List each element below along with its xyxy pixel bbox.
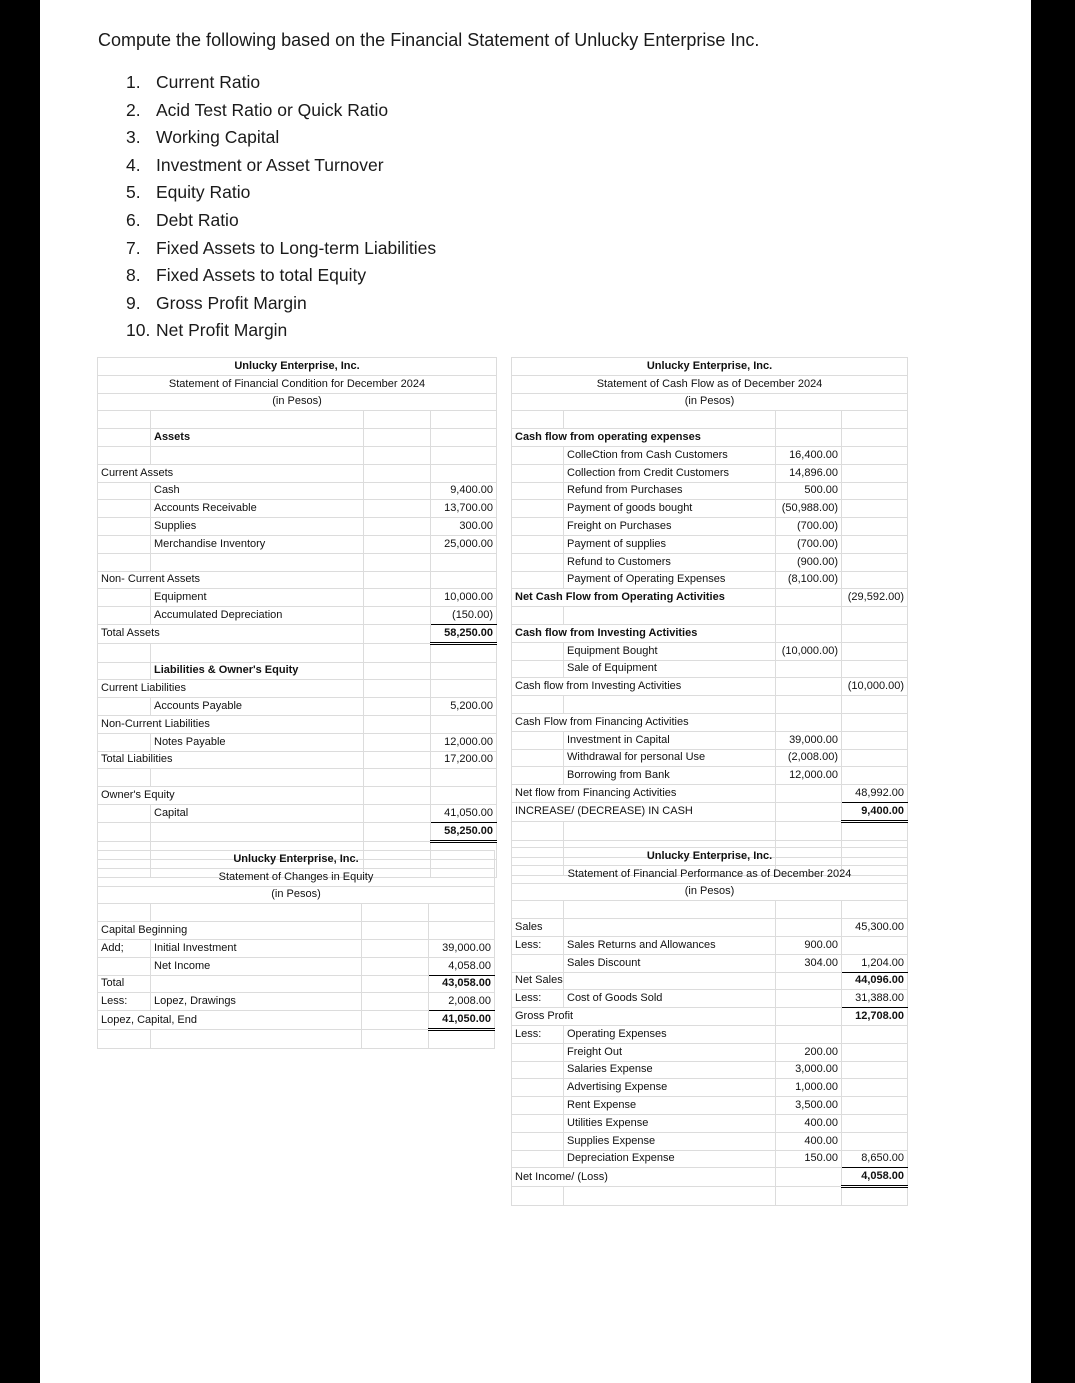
deductions-amount: 1,204.00 (842, 954, 908, 972)
eq-unit: (in Pesos) (98, 886, 495, 904)
is-net-income-amount: 4,058.00 (842, 1168, 908, 1187)
financing-heading: Cash Flow from Financing Activities (512, 713, 776, 731)
cf-unit: (in Pesos) (512, 393, 908, 411)
returns-label: Sales Returns and Allowances (564, 936, 776, 954)
expense-label: Utilities Expense (564, 1114, 776, 1132)
returns-amount: 900.00 (776, 936, 842, 954)
op-item-label: Payment of goods bought (564, 500, 776, 518)
liabilities-heading: Liabilities & Owner's Equity (151, 662, 364, 680)
gross-profit-amount: 12,708.00 (842, 1008, 908, 1026)
op-item-label: ColleCtion from Cash Customers (564, 446, 776, 464)
equity-statement (97, 850, 494, 1049)
noncurrent-liab-label: Non-Current Liabilities (98, 715, 364, 733)
capital-end-amount: 41,050.00 (429, 1011, 495, 1030)
question-item: 5. Equity Ratio (126, 182, 251, 203)
eq-title: Statement of Changes in Equity (98, 868, 495, 886)
eq-less-label: Less: (98, 993, 151, 1011)
current-liab-label: Current Liabilities (98, 680, 364, 698)
question-item: 2. Acid Test Ratio or Quick Ratio (126, 99, 389, 120)
investing-heading: Cash flow from Investing Activities (512, 624, 776, 642)
capital-amount: 41,050.00 (431, 804, 497, 822)
expense-amount: 400.00 (776, 1114, 842, 1132)
net-investing-label: Cash flow from Investing Activities (512, 678, 776, 696)
bs-title: Statement of Financial Condition for December 2024 (98, 375, 497, 393)
op-item-label: Freight on Purchases (564, 518, 776, 536)
cash-amount: 9,400.00 (431, 482, 497, 500)
op-item-label: Payment of supplies (564, 535, 776, 553)
bs-unit: (in Pesos) (98, 393, 497, 411)
expense-label: Depreciation Expense (564, 1150, 776, 1168)
expense-label: Salaries Expense (564, 1061, 776, 1079)
gross-profit-label: Gross Profit (512, 1008, 776, 1026)
cash-label: Cash (151, 482, 364, 500)
ar-amount: 13,700.00 (431, 500, 497, 518)
op-item-amount: (700.00) (776, 535, 842, 553)
question-list (126, 69, 436, 345)
operating-heading: Cash flow from operating expenses (512, 429, 776, 447)
cogs-label: Cost of Goods Sold (564, 990, 776, 1008)
worksheet-page (40, 0, 1031, 1383)
net-operating-amount: (29,592.00) (842, 589, 908, 607)
op-item-label: Collection from Credit Customers (564, 464, 776, 482)
drawings-amount: 2,008.00 (429, 993, 495, 1011)
question-item: 8. Fixed Assets to total Equity (126, 265, 367, 286)
increase-amount: 9,400.00 (842, 802, 908, 821)
fin-item-amount: 12,000.00 (776, 767, 842, 785)
fin-item-label: Borrowing from Bank (564, 767, 776, 785)
total-opex-amount: 8,650.00 (842, 1150, 908, 1168)
accum-dep-label: Accumulated Depreciation (151, 607, 364, 625)
total-liab-amount: 17,200.00 (431, 751, 497, 769)
question-item: 6. Debt Ratio (126, 209, 239, 230)
op-item-label: Payment of Operating Expenses (564, 571, 776, 589)
drawings-label: Lopez, Drawings (151, 993, 362, 1011)
op-item-label: Refund from Purchases (564, 482, 776, 500)
fin-item-label: Withdrawal for personal Use (564, 749, 776, 767)
equipment-label: Equipment (151, 589, 364, 607)
eq-total-amount: 43,058.00 (429, 975, 495, 993)
eq-total-label: Total (98, 975, 151, 993)
net-operating-label: Net Cash Flow from Operating Activities (512, 589, 776, 607)
is-title: Statement of Financial Performance as of December 2024 (512, 865, 908, 883)
cf-company: Unlucky Enterprise, Inc. (512, 358, 908, 376)
cogs-amount: 31,388.00 (842, 990, 908, 1008)
fin-item-label: Investment in Capital (564, 731, 776, 749)
capital-beginning-label: Capital Beginning (98, 922, 362, 940)
fin-item-amount: 39,000.00 (776, 731, 842, 749)
equipment-amount: 10,000.00 (431, 589, 497, 607)
eq-net-income-label: Net Income (151, 957, 362, 975)
expense-amount: 200.00 (776, 1043, 842, 1061)
balance-sheet (97, 357, 496, 878)
bs-company: Unlucky Enterprise, Inc. (98, 358, 497, 376)
expense-amount: 150.00 (776, 1150, 842, 1168)
op-item-amount: 14,896.00 (776, 464, 842, 482)
is-less-label: Less: (512, 936, 564, 954)
fin-item-amount: (2,008.00) (776, 749, 842, 767)
op-item-amount: 16,400.00 (776, 446, 842, 464)
supplies-amount: 300.00 (431, 518, 497, 536)
total-liab-label: Total Liabilities (98, 751, 364, 769)
np-label: Notes Payable (151, 733, 364, 751)
add-label: Add; (98, 939, 151, 957)
op-item-amount: (8,100.00) (776, 571, 842, 589)
question-item: 1. Current Ratio (126, 72, 261, 92)
op-item-amount: (700.00) (776, 518, 842, 536)
discount-amount: 304.00 (776, 954, 842, 972)
question-item: 10. Net Profit Margin (126, 320, 288, 341)
capital-end-label: Lopez, Capital, End (98, 1011, 362, 1030)
inventory-amount: 25,000.00 (431, 535, 497, 553)
question-item: 4. Investment or Asset Turnover (126, 154, 384, 175)
is-less-label: Less: (512, 990, 564, 1008)
expense-label: Rent Expense (564, 1097, 776, 1115)
expense-label: Advertising Expense (564, 1079, 776, 1097)
eq-net-income-amount: 4,058.00 (429, 957, 495, 975)
eq-company: Unlucky Enterprise, Inc. (98, 851, 495, 869)
net-sales-label: Net Sales (512, 972, 564, 990)
expense-label: Freight Out (564, 1043, 776, 1061)
op-item-amount: 500.00 (776, 482, 842, 500)
expense-amount: 1,000.00 (776, 1079, 842, 1097)
sales-label: Sales (512, 919, 564, 937)
total-assets-amount: 58,250.00 (431, 624, 497, 643)
sales-amount: 45,300.00 (842, 919, 908, 937)
initial-investment-amount: 39,000.00 (429, 939, 495, 957)
expense-amount: 3,000.00 (776, 1061, 842, 1079)
net-sales-amount: 44,096.00 (842, 972, 908, 990)
expense-label: Supplies Expense (564, 1132, 776, 1150)
op-item-amount: (900.00) (776, 553, 842, 571)
is-unit: (in Pesos) (512, 883, 908, 901)
assets-heading: Assets (151, 429, 364, 447)
increase-label: INCREASE/ (DECREASE) IN CASH (512, 802, 776, 821)
opex-label: Operating Expenses (564, 1025, 776, 1043)
accum-dep-amount: (150.00) (431, 607, 497, 625)
is-company: Unlucky Enterprise, Inc. (512, 848, 908, 866)
current-assets-label: Current Assets (98, 464, 364, 482)
net-financing-amount: 48,992.00 (842, 785, 908, 803)
noncurrent-assets-label: Non- Current Assets (98, 571, 364, 589)
ar-label: Accounts Receivable (151, 500, 364, 518)
equipment-bought-amount: (10,000.00) (776, 642, 842, 660)
cash-flow-statement (511, 357, 907, 876)
cf-title: Statement of Cash Flow as of December 2024 (512, 375, 908, 393)
discount-label: Sales Discount (564, 954, 776, 972)
expense-amount: 3,500.00 (776, 1097, 842, 1115)
instructions-intro: Compute the following based on the Financial Statement of Unlucky Enterprise Inc. (98, 30, 760, 50)
owners-equity-label: Owner's Equity (98, 787, 364, 805)
capital-label: Capital (151, 804, 364, 822)
total-assets-label: Total Assets (98, 624, 364, 643)
income-statement (511, 847, 907, 1206)
supplies-label: Supplies (151, 518, 364, 536)
question-item: 3. Working Capital (126, 127, 280, 148)
inventory-label: Merchandise Inventory (151, 535, 364, 553)
equipment-bought-label: Equipment Bought (564, 642, 776, 660)
initial-investment-label: Initial Investment (151, 939, 362, 957)
op-item-label: Refund to Customers (564, 553, 776, 571)
question-item: 9. Gross Profit Margin (126, 292, 307, 313)
ap-label: Accounts Payable (151, 698, 364, 716)
op-item-amount: (50,988.00) (776, 500, 842, 518)
net-investing-amount: (10,000.00) (842, 678, 908, 696)
is-net-income-label: Net Income/ (Loss) (512, 1168, 776, 1187)
np-amount: 12,000.00 (431, 733, 497, 751)
expense-amount: 400.00 (776, 1132, 842, 1150)
question-item: 7. Fixed Assets to Long-term Liabilities (126, 237, 437, 258)
is-less-label: Less: (512, 1025, 564, 1043)
total-le-amount: 58,250.00 (431, 822, 497, 841)
net-financing-label: Net flow from Financing Activities (512, 785, 776, 803)
ap-amount: 5,200.00 (431, 698, 497, 716)
sale-equipment-label: Sale of Equipment (564, 660, 776, 678)
